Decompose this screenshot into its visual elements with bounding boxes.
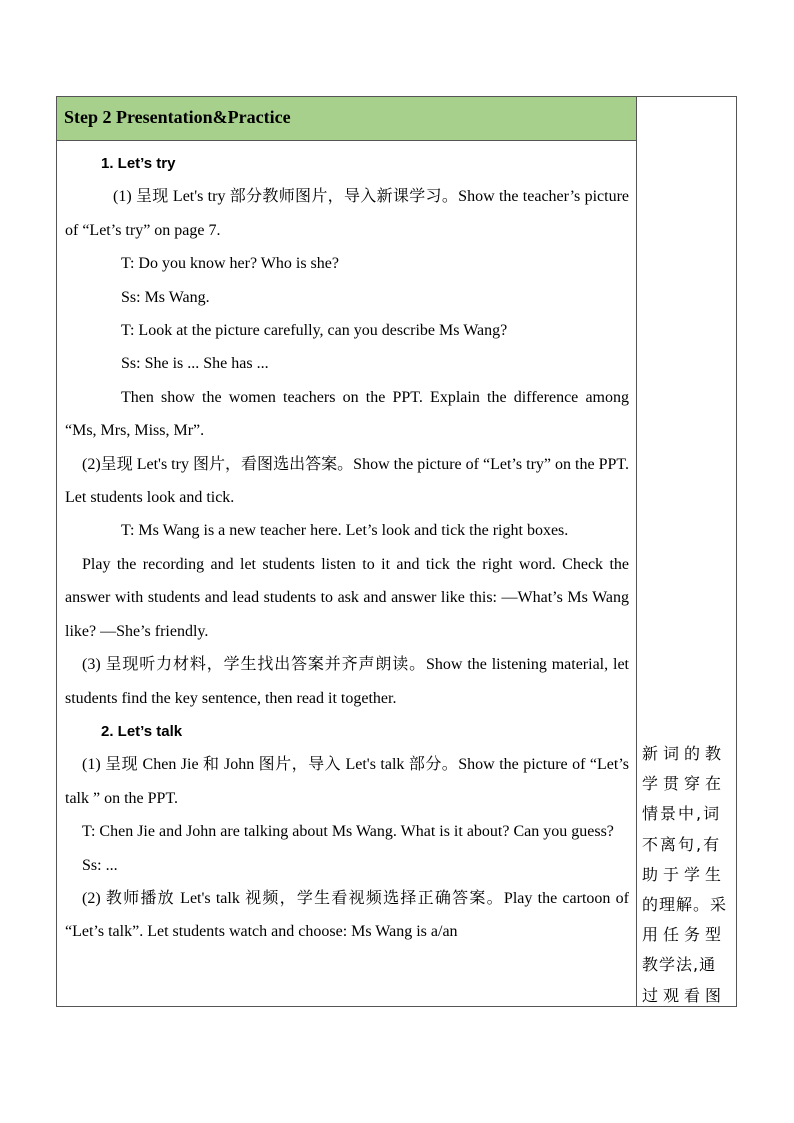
side-note-line: 新词的教 — [642, 744, 727, 763]
side-note-line: 不离句,有 — [642, 834, 722, 854]
column-divider — [636, 97, 637, 1006]
paragraph: (1) 呈现 Chen Jie 和 John 图片，导入 Let's talk 部分。Show the picture of “Let’s talk ” on the PPT. — [65, 756, 629, 807]
paragraph: (3) 呈现听力材料，学生找出答案并齐声朗读。Show the listening material, let students find the key sentence, then read it together. — [65, 656, 629, 707]
paragraph: Ss: Ms Wang. — [121, 288, 210, 306]
paragraph: (2) 教师播放 Let's talk 视频，学生看视频选择正确答案。Play the cartoon of “Let’s talk”. Let students watch and choose: Ms Wang is a/an — [65, 889, 629, 941]
heading-lets-talk: 2. Let’s talk — [101, 722, 183, 740]
section-title: Step 2 Presentation&Practice — [64, 107, 291, 127]
paragraph: T: Ms Wang is a new teacher here. Let’s look and tick the right boxes. — [121, 522, 569, 540]
side-note-line: 过观看图 — [642, 985, 727, 1005]
paragraph: T: Look at the picture carefully, can you describe Ms Wang? — [121, 322, 508, 340]
lesson-plan-table — [56, 96, 737, 1007]
side-note-line: 用任务型 — [642, 925, 727, 945]
side-note-line: 教学法,通 — [642, 955, 717, 975]
side-note-line: 学贯穿在 — [642, 774, 727, 794]
side-note-line: 的理解。采 — [642, 895, 728, 915]
paragraph: Ss: ... — [82, 856, 118, 874]
heading-lets-try: 1. Let’s try — [101, 155, 176, 172]
section-header — [57, 97, 636, 141]
paragraph: T: Chen Jie and John are talking about Ms Wang. What is it about? Can you guess? — [82, 823, 614, 841]
main-content — [65, 147, 629, 949]
side-note-line: 情景中,词 — [642, 804, 722, 824]
paragraph: T: Do you know her? Who is she? — [121, 255, 339, 273]
side-note-line: 助于学生 — [642, 864, 727, 884]
paragraph: Then show the women teachers on the PPT. Explain the difference among “Ms, Mrs, Miss, Mr”. — [65, 388, 629, 440]
side-note — [642, 739, 730, 1011]
paragraph: Ss: She is ... She has ... — [121, 355, 269, 373]
paragraph: (1) 呈现 Let's try 部分教师图片，导入新课学习。Show the teacher’s picture of “Let’s try” on page 7. — [65, 188, 629, 239]
paragraph: (2)呈现 Let's try 图片，看图选出答案。Show the picture of “Let’s try” on the PPT. Let students look and tick. — [65, 455, 629, 507]
paragraph: Play the recording and let students listen to it and tick the right word. Check the answer with students and lead students to ask and answer like this: —What’s Ms Wang like? —She’s friendly. — [65, 555, 629, 640]
